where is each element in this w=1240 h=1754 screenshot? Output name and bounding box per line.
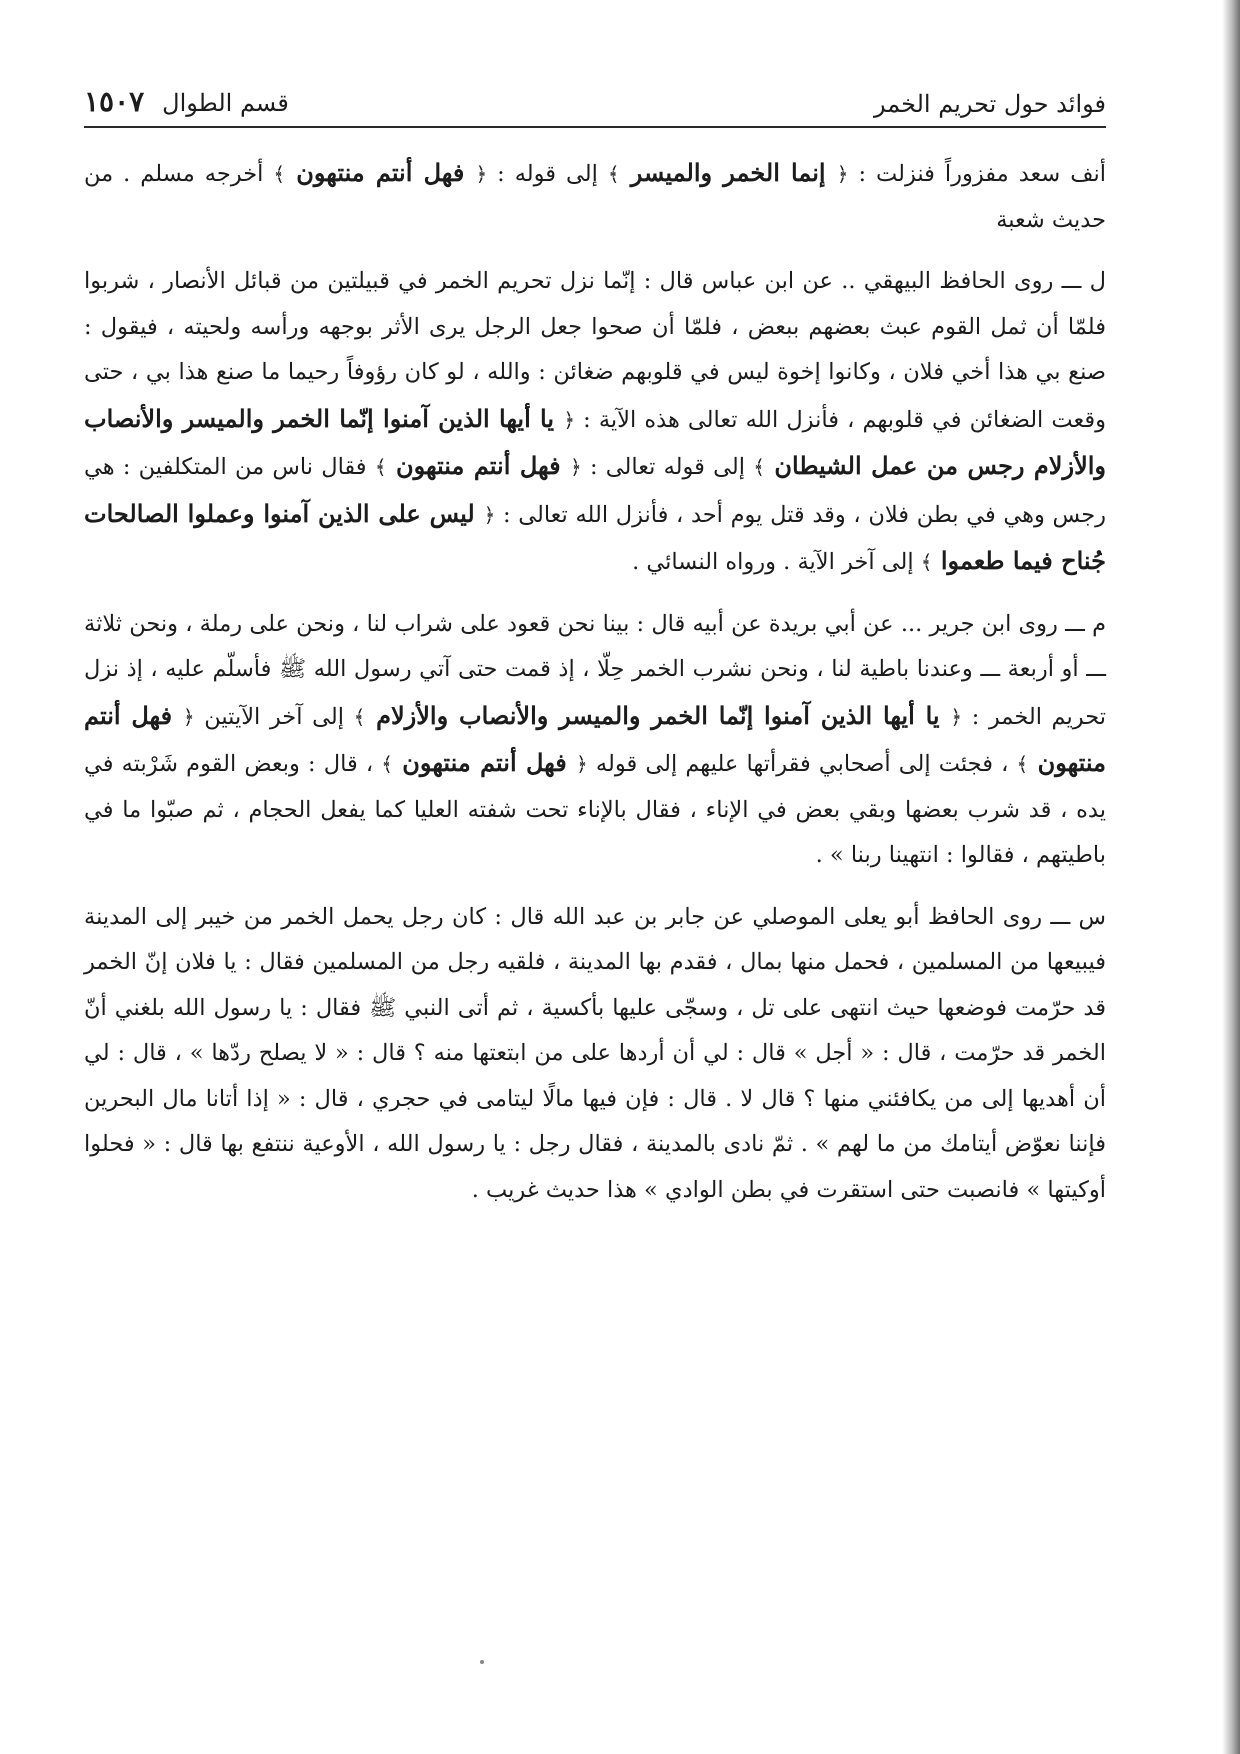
quran-quote: يا أيها الذين آمنوا إنّما الخمر والميسر والأنصاب والأزلام bbox=[365, 700, 951, 730]
verse-bracket-open: ﴿ bbox=[475, 162, 488, 186]
page-number: ١٥٠٧ bbox=[84, 85, 145, 118]
verse-bracket-close: ﴾ bbox=[753, 455, 765, 479]
text-run: م ـــ روى ابن جرير ... عن أبي بريدة عن أبيه قال : بينا نحن قعود على شراب لنا ، ونحن على رملة ، ونحن ثلاثة ـــ أو أربعة ـــ وعندنا باطية لنا ، ونحن نشرب الخمر حِلّا ، إذ قمت حتى آتي رسول الله ﷺ فأسلّم عليه ، إذ نزل تحريم الخمر : bbox=[84, 610, 1106, 730]
text-run: ل ـــ روى الحافظ البيهقي .. عن ابن عباس قال : إنّما نزل تحريم الخمر في قبيلتين من قبائل الأنصار ، شربوا فلمّا أن ثمل القوم عبث بعضهم ببعض ، فلمّا أن صحوا جعل الرجل يرى الأثر بوجهه ورأسه ولحيته ، فيقول : صنع بي هذا أخي فلان ، وكانوا إخوة ليس في قلوبهم ضغائن : والله ، لو كان رؤوفاً رحيما ما صنع هذا بي ، حتى وقعت الضغائن في قلوبهم ، فأنزل الله تعالى هذه الآية : bbox=[84, 268, 1106, 433]
verse-bracket-close: ﴾ bbox=[374, 455, 387, 479]
text-run: إلى قوله : bbox=[487, 161, 608, 187]
verse-bracket-close: ﴾ bbox=[1016, 752, 1029, 776]
verse-bracket-close: ﴾ bbox=[353, 704, 366, 729]
scan-speck bbox=[480, 1660, 484, 1664]
paragraph-1 bbox=[84, 150, 1106, 243]
page-header bbox=[84, 82, 1106, 128]
quran-quote: فهل أنتم منتهون bbox=[386, 451, 570, 480]
text-run: أخرجه مسلم . من حديث شعبة bbox=[84, 161, 1106, 233]
quran-quote: فهل أنتم منتهون bbox=[392, 748, 577, 777]
section-name: قسم الطوال bbox=[162, 89, 289, 117]
verse-bracket-open: ﴿ bbox=[576, 752, 588, 776]
text-run: أنف سعد مفزوراً فنزلت : bbox=[848, 161, 1107, 187]
paragraph-3 bbox=[84, 602, 1106, 879]
scan-edge-shadow bbox=[1222, 0, 1240, 1754]
verse-bracket-close: ﴾ bbox=[607, 162, 620, 186]
verse-bracket-open: ﴿ bbox=[563, 407, 576, 432]
quran-quote: ليس على الذين آمنوا وعملوا الصالحات جُناح فيما طعموا bbox=[84, 498, 1106, 575]
verse-bracket-open: ﴿ bbox=[950, 704, 963, 729]
text-run: فقال ناس من المتكلفين : هي رجس وهي في بطن فلان ، وقد قتل يوم أحد ، فأنزل الله تعالى : bbox=[84, 454, 1106, 528]
text-run: إلى آخر الآيتين bbox=[194, 703, 354, 730]
paragraph-2 bbox=[84, 259, 1106, 586]
verse-bracket-close: ﴾ bbox=[273, 162, 286, 186]
quran-quote: فهل أنتم منتهون bbox=[84, 700, 1107, 777]
quran-quote: إنما الخمر والميسر bbox=[619, 158, 837, 187]
quran-quote: يا أيها الذين آمنوا إنّما الخمر والميسر والأنصاب والأزلام رجس من عمل الشيطان bbox=[84, 403, 1107, 480]
running-title: فوائد حول تحريم الخمر bbox=[873, 90, 1106, 118]
quran-quote: فهل أنتم منتهون bbox=[285, 158, 476, 187]
paragraph-4: س ـــ روى الحافظ أبو يعلى الموصلي عن جابر بن عبد الله قال : كان رجل يحمل الخمر من خيبر إلى المدينة فيبيعها من المسلمين ، فحمل منها بمال ، فقدم بها المدينة ، فلقيه رجل من المسلمين فقال : يا فلان إنّ الخمر قد حرّمت فوضعها حيث انتهى على تل ، وسجّى عليها بأكسية ، ثم أتى النبي ﷺ فقال : يا رسول الله بلغني أنّ الخمر قد حرّمت ، قال : « أجل » قال : لي أن أردها على من ابتعتها منه ؟ قال : « لا يصلح ردّها » ، قال : لي أن أهديها إلى من يكافئني منها ؟ قال لا . قال : فإن فيها مالًا ليتامى في حجري ، قال : « إذا أتانا مال البحرين فإننا نعوّض أيتامك من ما لهم » . ثمّ نادى بالمدينة ، فقال رجل : يا رسول الله ، الأوعية ننتفع بها قال : « فحلوا أوكيتها » فانصبت حتى استقرت في بطن الوادي » هذا حديث غريب . bbox=[84, 903, 1106, 1203]
text-run: إلى آخر الآية . ورواه النسائي . bbox=[632, 549, 921, 575]
verse-bracket-open: ﴿ bbox=[182, 704, 195, 729]
verse-bracket-close: ﴾ bbox=[920, 550, 933, 574]
verse-bracket-open: ﴿ bbox=[570, 455, 582, 479]
verse-bracket-open: ﴿ bbox=[483, 502, 496, 527]
text-run: ، فجئت إلى أصحابي فقرأتها عليهم إلى قوله bbox=[587, 751, 1017, 777]
page-body bbox=[84, 150, 1106, 1213]
text-run: ، قال : وبعض القوم شَرْبته في يده ، قد شرب بعضها وبقي بعض في الإناء ، فقال بالإناء تحت شفته العليا كما يفعل الحجام ، ثم صبّوا ما في باطيتهم ، فقالوا : انتهينا ربنا » . bbox=[84, 751, 1106, 868]
verse-bracket-open: ﴿ bbox=[836, 162, 849, 186]
header-left-group bbox=[84, 85, 289, 118]
verse-bracket-close: ﴾ bbox=[381, 752, 393, 776]
text-run: إلى قوله تعالى : bbox=[581, 454, 754, 480]
